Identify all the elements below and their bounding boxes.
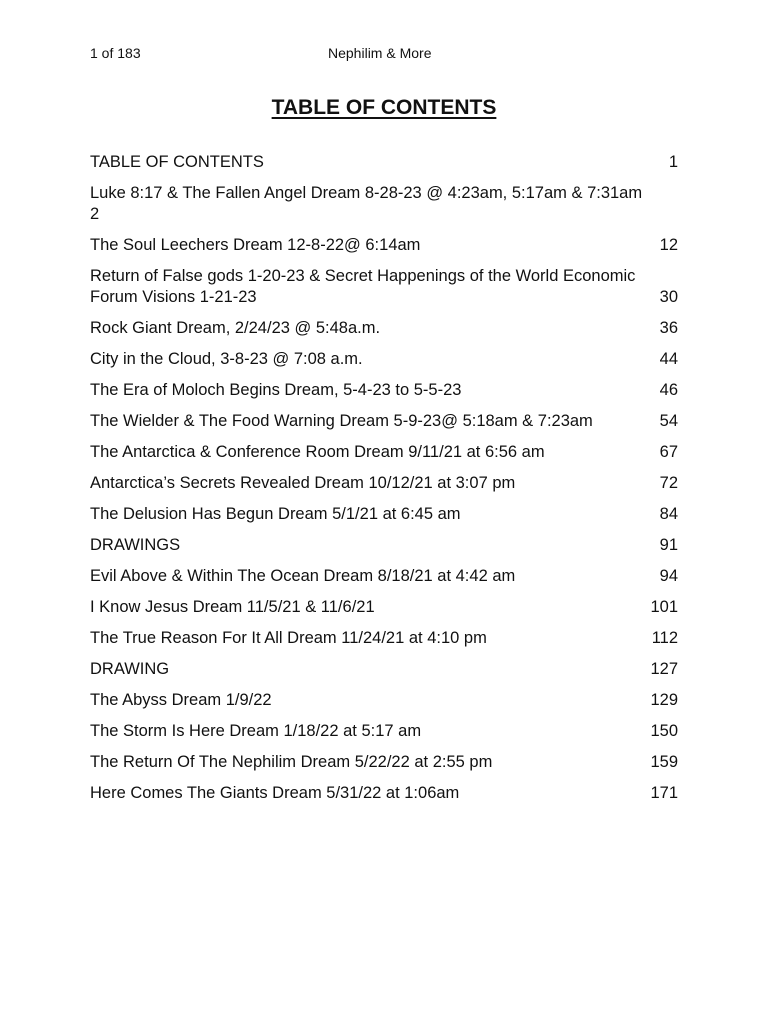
toc-entry[interactable] [90, 380, 678, 401]
toc-entry[interactable] [90, 504, 678, 525]
toc-entry[interactable] [90, 752, 678, 773]
toc-entry-page: 127 [650, 660, 678, 678]
toc-entry-title: Rock Giant Dream, 2/24/23 @ 5:48a.m. [90, 319, 381, 337]
toc-entry-page: 101 [650, 598, 678, 616]
toc-entry-title: The Delusion Has Begun Dream 5/1/21 at 6:45 am [90, 505, 461, 523]
toc-entry-title: Antarctica’s Secrets Revealed Dream 10/12/21 at 3:07 pm [90, 474, 516, 492]
toc-entry[interactable] [90, 183, 678, 225]
toc-entry-page: 91 [659, 536, 678, 554]
toc-entry[interactable] [90, 628, 678, 649]
toc-entry-page: 44 [659, 350, 678, 368]
toc-entry-title: Return of False gods 1-20-23 & Secret Happenings of the World Economic [90, 267, 636, 285]
toc-entry[interactable] [90, 152, 678, 173]
toc-list [90, 152, 678, 814]
toc-entry[interactable] [90, 690, 678, 711]
toc-entry[interactable] [90, 783, 678, 804]
toc-entry-page: 84 [659, 505, 678, 523]
toc-entry-title-cont: Forum Visions 1-21-23 [90, 288, 257, 306]
toc-entry-page: 2 [90, 205, 100, 223]
toc-entry-title: I Know Jesus Dream 11/5/21 & 11/6/21 [90, 598, 375, 616]
toc-entry-page: 36 [659, 319, 678, 337]
page-header [90, 45, 678, 65]
toc-entry-title: The True Reason For It All Dream 11/24/21 at 4:10 pm [90, 629, 487, 647]
toc-entry-line2 [90, 287, 678, 308]
toc-entry-title: The Wielder & The Food Warning Dream 5-9-23@ 5:18am & 7:23am [90, 412, 593, 430]
toc-entry-page: 94 [659, 567, 678, 585]
toc-entry[interactable] [90, 566, 678, 587]
toc-entry[interactable] [90, 659, 678, 680]
document-title: Nephilim & More [328, 45, 432, 61]
toc-entry-page: 67 [659, 443, 678, 461]
toc-entry[interactable] [90, 721, 678, 742]
toc-entry[interactable] [90, 235, 678, 256]
toc-entry[interactable] [90, 535, 678, 556]
toc-entry-page: 12 [659, 236, 678, 254]
toc-entry-title: The Era of Moloch Begins Dream, 5-4-23 to 5-5-23 [90, 381, 462, 399]
toc-entry-page: 129 [650, 691, 678, 709]
toc-entry-title: DRAWINGS [90, 536, 181, 554]
toc-entry-page: 54 [659, 412, 678, 430]
toc-entry[interactable] [90, 442, 678, 463]
toc-entry[interactable] [90, 349, 678, 370]
toc-entry-page: 171 [650, 784, 678, 802]
toc-entry[interactable] [90, 266, 678, 308]
toc-entry[interactable] [90, 597, 678, 618]
toc-entry-title: The Return Of The Nephilim Dream 5/22/22 at 2:55 pm [90, 753, 493, 771]
toc-entry-page: 112 [651, 629, 678, 647]
toc-entry[interactable] [90, 473, 678, 494]
toc-entry-page: 159 [650, 753, 678, 771]
toc-entry-title: TABLE OF CONTENTS [90, 153, 264, 171]
toc-entry-page: 30 [659, 288, 678, 306]
toc-entry-title: Here Comes The Giants Dream 5/31/22 at 1:06am [90, 784, 460, 802]
toc-entry-page: 72 [659, 474, 678, 492]
toc-entry-title: The Antarctica & Conference Room Dream 9/11/21 at 6:56 am [90, 443, 545, 461]
toc-entry-title: DRAWING [90, 660, 170, 678]
page-indicator: 1 of 183 [90, 45, 141, 61]
toc-entry-title: City in the Cloud, 3-8-23 @ 7:08 a.m. [90, 350, 363, 368]
toc-entry-title: The Abyss Dream 1/9/22 [90, 691, 272, 709]
toc-entry[interactable] [90, 318, 678, 339]
toc-entry-page: 46 [659, 381, 678, 399]
toc-entry[interactable] [90, 411, 678, 432]
toc-entry-page: 1 [668, 153, 678, 171]
toc-entry-page: 150 [650, 722, 678, 740]
toc-heading: TABLE OF CONTENTS [271, 96, 497, 119]
toc-entry-title: Luke 8:17 & The Fallen Angel Dream 8-28-23 @ 4:23am, 5:17am & 7:31am [90, 184, 643, 202]
toc-entry-title: Evil Above & Within The Ocean Dream 8/18/21 at 4:42 am [90, 567, 516, 585]
toc-entry-title: The Soul Leechers Dream 12-8-22@ 6:14am [90, 236, 421, 254]
toc-entry-title: The Storm Is Here Dream 1/18/22 at 5:17 am [90, 722, 422, 740]
